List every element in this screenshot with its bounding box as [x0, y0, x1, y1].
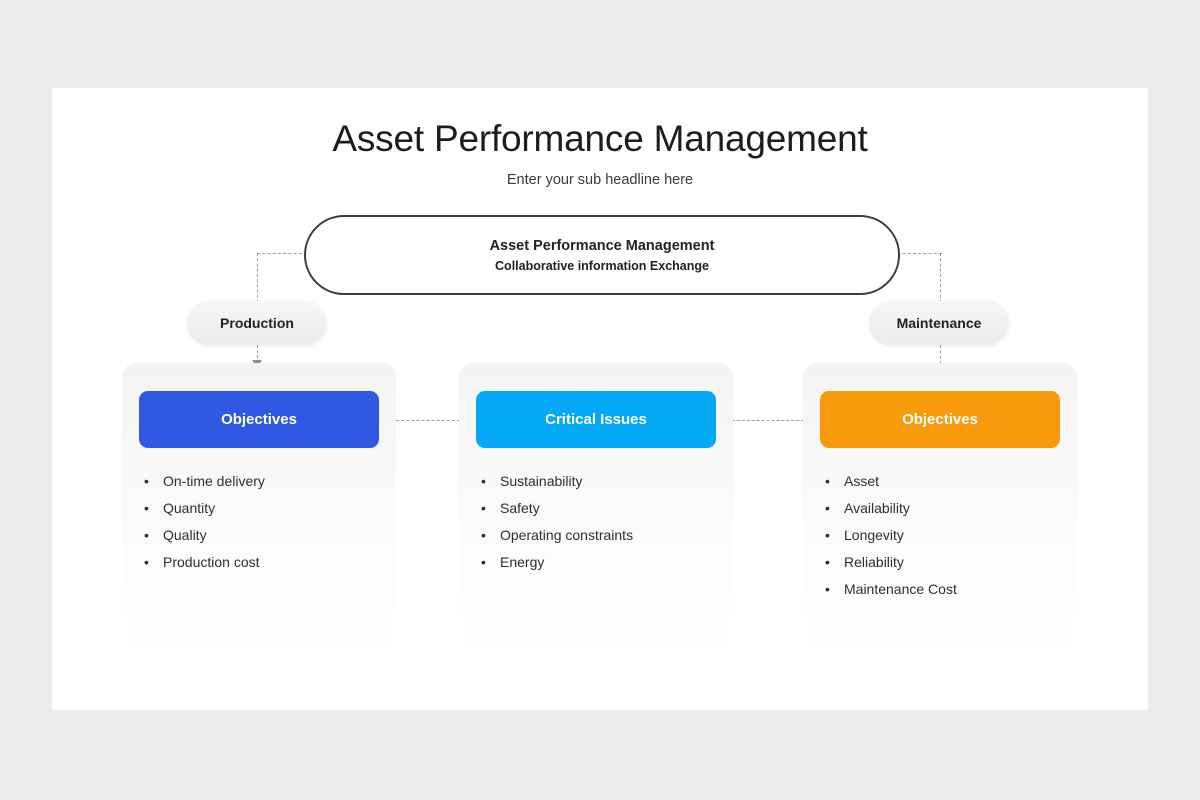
column-3-header-label: Objectives	[902, 411, 978, 428]
list-item: • Availability	[820, 495, 1064, 522]
list-item: • Safety	[476, 495, 720, 522]
page-title: Asset Performance Management	[332, 118, 868, 159]
column-card-1	[122, 363, 396, 668]
list-item: • Operating constraints	[476, 522, 720, 549]
connector-left-vertical	[257, 253, 258, 303]
top-node[interactable]	[304, 215, 900, 295]
column-1-header-label: Objectives	[221, 411, 297, 428]
list-item: • Quantity	[139, 495, 383, 522]
connector-left-horizontal	[257, 253, 307, 254]
column-2-header[interactable]	[476, 391, 716, 448]
column-1-list	[139, 468, 383, 576]
list-item: • Production cost	[139, 549, 383, 576]
column-card-2	[459, 363, 733, 668]
branch-pill-maintenance[interactable]	[869, 301, 1009, 345]
column-card-3	[803, 363, 1077, 668]
column-3-list	[820, 468, 1064, 603]
list-item: • Quality	[139, 522, 383, 549]
column-1-header[interactable]	[139, 391, 379, 448]
top-node-subtitle: Collaborative information Exchange	[495, 258, 709, 273]
column-2-list	[476, 468, 720, 576]
list-item: • On-time delivery	[139, 468, 383, 495]
list-item: • Energy	[476, 549, 720, 576]
column-2-header-label: Critical Issues	[545, 411, 647, 428]
branch-pill-production-label: Production	[220, 315, 294, 331]
top-node-title: Asset Performance Management	[489, 237, 715, 254]
list-item: • Maintenance Cost	[820, 576, 1064, 603]
branch-pill-maintenance-label: Maintenance	[896, 315, 982, 331]
list-item: • Asset	[820, 468, 1064, 495]
column-3-header[interactable]	[820, 391, 1060, 448]
connector-right-vertical	[940, 253, 941, 303]
list-item: • Reliability	[820, 549, 1064, 576]
page-subtitle: Enter your sub headline here	[506, 172, 694, 188]
list-item: • Sustainability	[476, 468, 720, 495]
branch-pill-production[interactable]	[187, 301, 327, 345]
slide-canvas	[52, 88, 1148, 710]
list-item: • Longevity	[820, 522, 1064, 549]
